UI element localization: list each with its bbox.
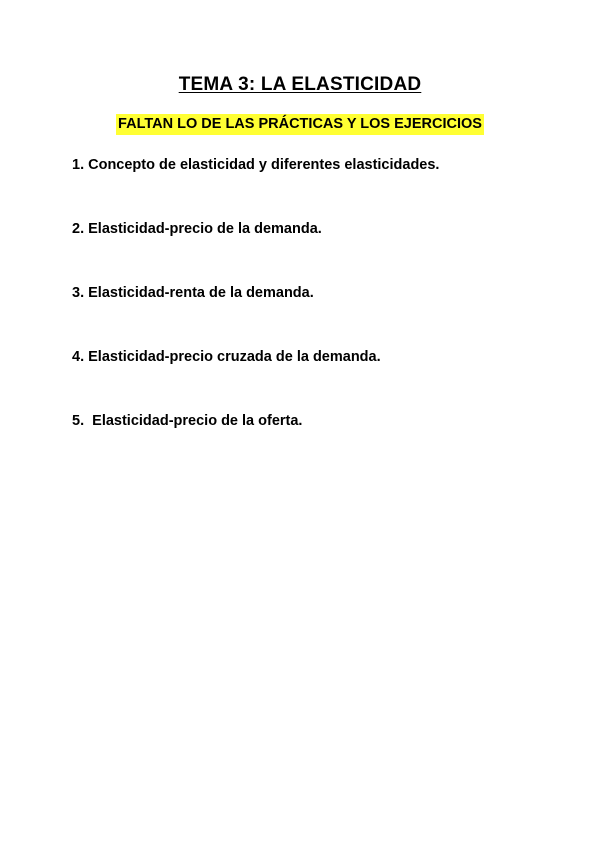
list-item: 1. Concepto de elasticidad y diferentes elasticidades. — [72, 157, 440, 173]
list-item: 3. Elasticidad-renta de la demanda. — [72, 285, 314, 301]
list-item: 2. Elasticidad-precio de la demanda. — [72, 221, 322, 237]
page-title: TEMA 3: LA ELASTICIDAD — [178, 74, 422, 95]
highlighted-note: FALTAN LO DE LAS PRÁCTICAS Y LOS EJERCICIOS — [116, 114, 484, 135]
list-item: 4. Elasticidad-precio cruzada de la demanda. — [72, 349, 381, 365]
list-item: 5. Elasticidad-precio de la oferta. — [72, 413, 303, 429]
highlight-note-container — [0, 114, 600, 135]
